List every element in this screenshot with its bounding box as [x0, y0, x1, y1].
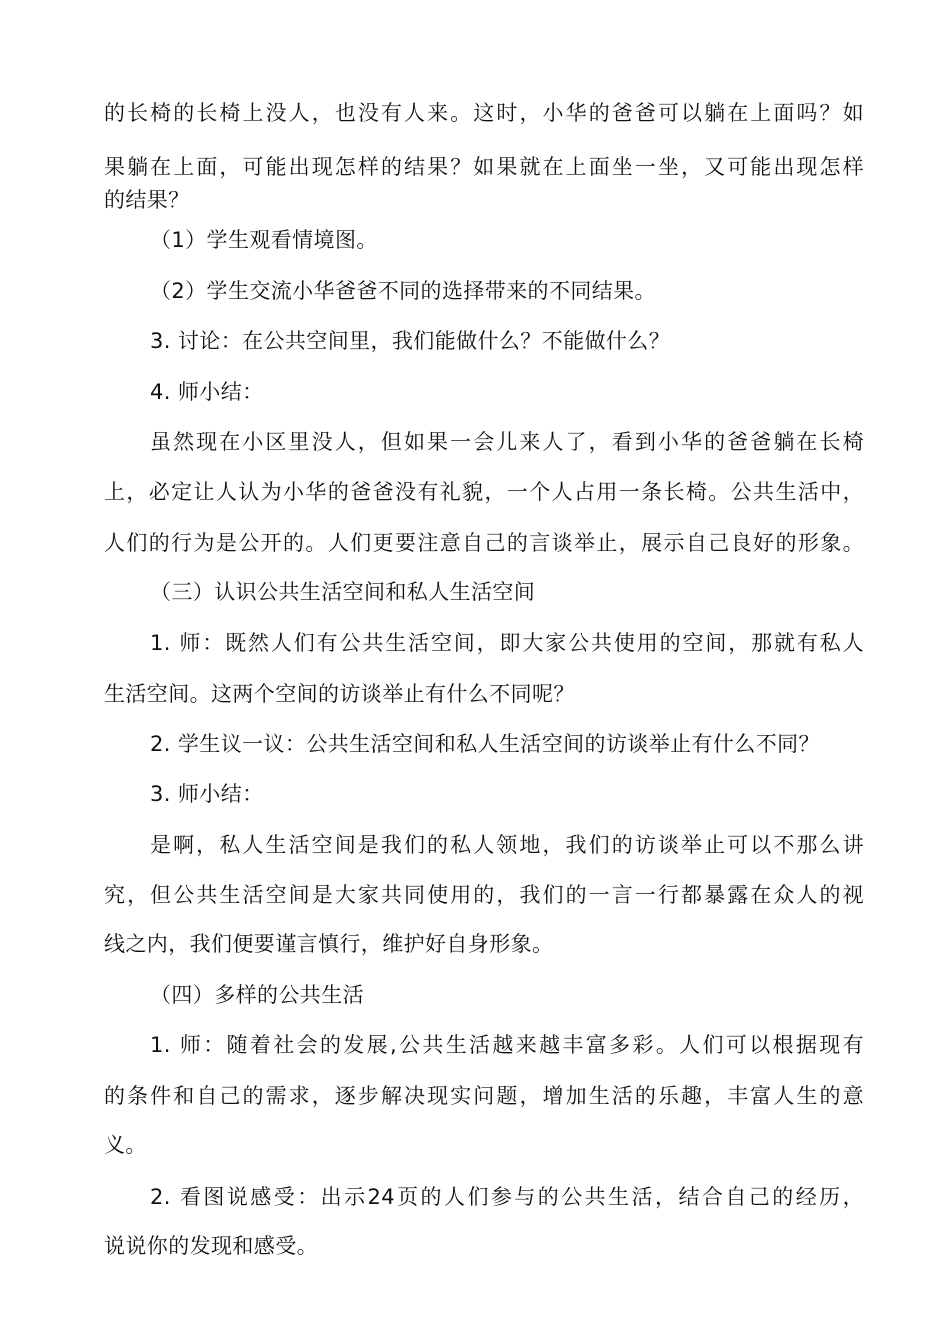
paragraph-line: 是啊，私人生活空间是我们的私人领地，我们的访谈举止可以不那么讲: [150, 833, 864, 857]
paragraph-line: 1. 师：既然人们有公共生活空间，即大家公共使用的空间，那就有私人: [150, 631, 864, 655]
paragraph-line: 的条件和自己的需求，逐步解决现实问题，增加生活的乐趣，丰富人生的意: [104, 1084, 864, 1108]
paragraph-line: 1. 师：随着社会的发展,公共生活越来越丰富多彩。人们可以根据现有: [150, 1033, 864, 1057]
paragraph-line: 果躺在上面，可能出现怎样的结果？如果就在上面坐一坐，又可能出现怎样: [104, 155, 864, 179]
section-heading: （三）认识公共生活空间和私人生活空间: [150, 580, 536, 604]
paragraph-line: 线之内，我们便要谨言慎行，维护好自身形象。: [104, 932, 554, 956]
paragraph-line: 人们的行为是公开的。人们更要注意自己的言谈举止，展示自己良好的形象。: [104, 531, 864, 555]
paragraph-line: 说说你的发现和感受。: [104, 1234, 318, 1258]
list-item: 3. 师小结：: [150, 782, 264, 806]
paragraph-line: 生活空间。这两个空间的访谈举止有什么不同呢？: [104, 682, 575, 706]
paragraph-line: 虽然现在小区里没人，但如果一会儿来人了，看到小华的爸爸躺在长椅: [150, 430, 864, 454]
paragraph-line: 究，但公共生活空间是大家共同使用的，我们的一言一行都暴露在众人的视: [104, 883, 864, 907]
paragraph-line: 的长椅的长椅上没人，也没有人来。这时，小华的爸爸可以躺在上面吗？如: [104, 101, 864, 125]
list-item: （1）学生观看情境图。: [150, 228, 378, 252]
paragraph-line: 上，必定让人认为小华的爸爸没有礼貌，一个人占用一条长椅。公共生活中，: [104, 480, 864, 504]
paragraph-line: 2. 看图说感受：出示24页的人们参与的公共生活，结合自己的经历，: [150, 1185, 864, 1209]
list-item: 4. 师小结：: [150, 380, 264, 404]
paragraph-line: 的结果？: [104, 188, 190, 212]
paragraph-line: 义。: [104, 1133, 147, 1157]
section-heading: （四）多样的公共生活: [150, 983, 364, 1007]
list-item: 3. 讨论：在公共空间里，我们能做什么？不能做什么？: [150, 329, 671, 353]
list-item: （2）学生交流小华爸爸不同的选择带来的不同结果。: [150, 279, 656, 303]
list-item: 2. 学生议一议：公共生活空间和私人生活空间的访谈举止有什么不同？: [150, 732, 820, 756]
